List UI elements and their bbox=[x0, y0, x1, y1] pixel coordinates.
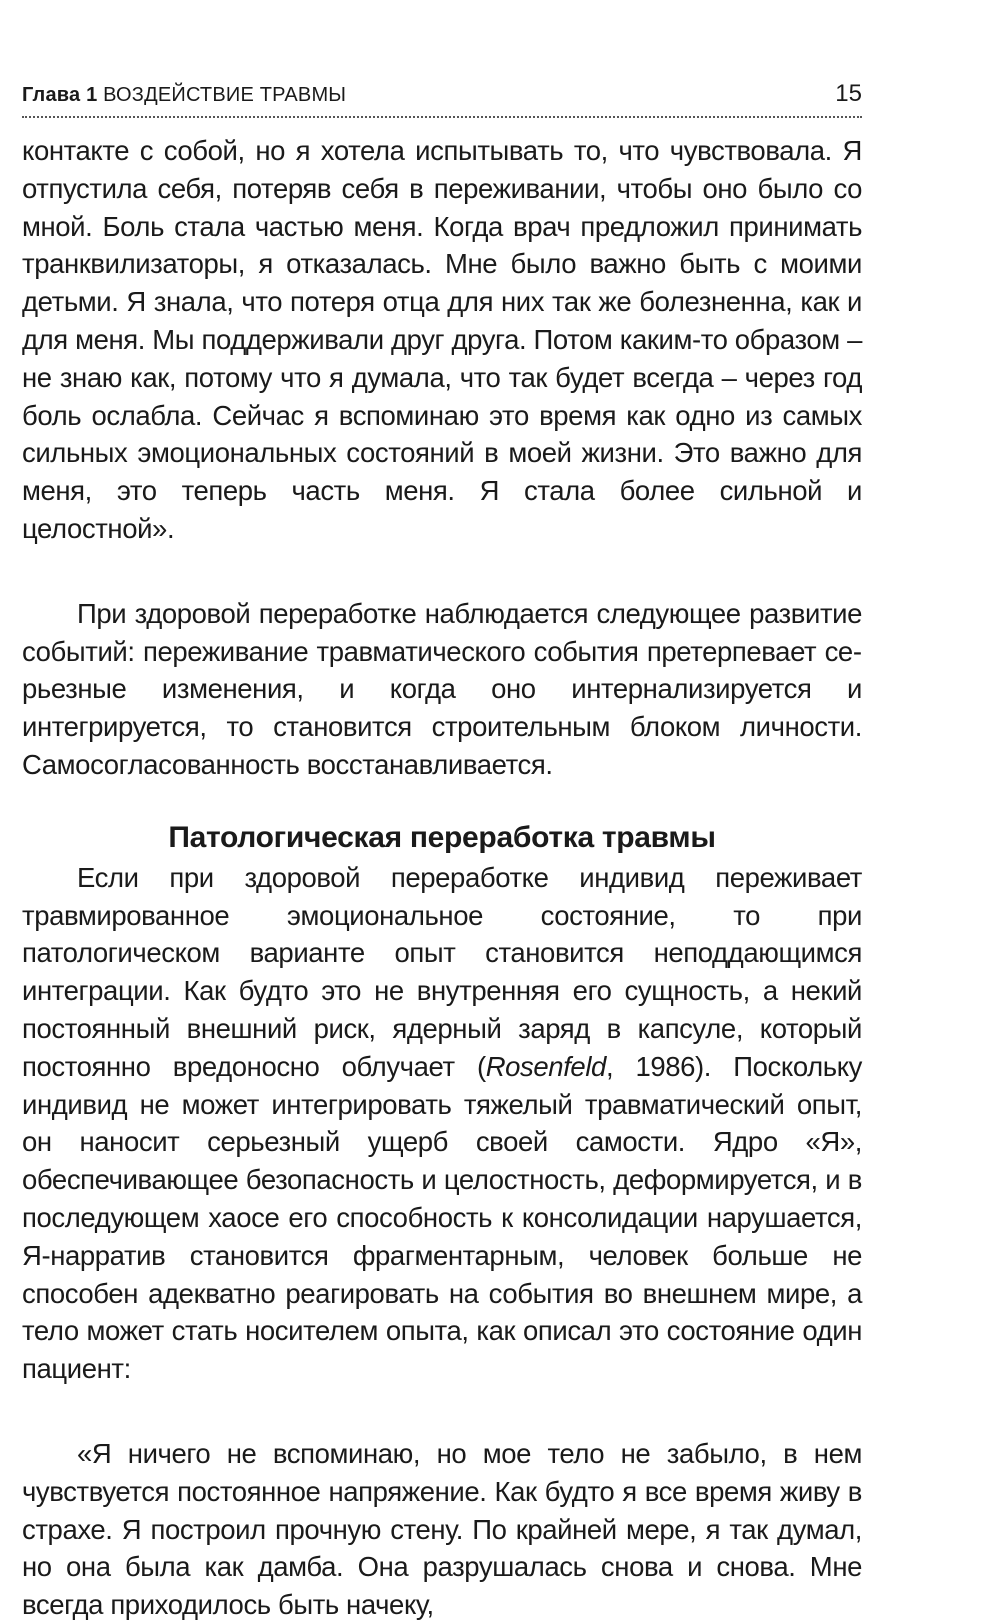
chapter-heading bbox=[22, 84, 346, 107]
paragraph-text-after-citation: , 1986). Поскольку индивид не может интегрировать тяжелый травматический опыт, он наносит серьезный ущерб своей самости. Ядро «Я», обеспечивающее безопасность и целостность, деформируется, и в последующем хаосе его способность к консолидации нарушается, Я-нарратив становится фрагментарным, человек больше не способен адекватно реагировать на события во внешнем мире, а тело может стать носителем опыта, как описал это состояние один пациент: bbox=[22, 1050, 862, 1385]
chapter-label: Глава 1 bbox=[22, 84, 98, 106]
chapter-title: ВОЗДЕЙСТВИЕ ТРАВМЫ bbox=[103, 84, 347, 106]
paragraph-healthy-processing: При здоровой переработке наблюдается следующее развитие событий: переживание травматического события претерпевает серьезные изменения, и когда оно интернализируется и интегрируется, то становится строительным блоком личности. Самосогласованность восстанавливается. bbox=[22, 597, 862, 780]
paragraph-text-before-citation: Если при здоровой переработке индивид переживает травмированное эмоциональное состояние, то при патологическом варианте опыт становится неподдающимся интеграции. Как будто это не внутренняя его сущность, а некий постоянный внешний риск, ядерный заряд в капсуле, который постоянно вредоносно облучает ( bbox=[22, 861, 862, 1082]
page-number: 15 bbox=[835, 80, 862, 107]
citation-author: Rosenfeld bbox=[485, 1050, 606, 1082]
running-header bbox=[22, 78, 862, 114]
body-text bbox=[22, 132, 862, 1624]
paragraph-pathological-processing bbox=[22, 859, 862, 1388]
paragraph-patient-quote: «Я ничего не вспоминаю, но мое тело не забыло, в нем чувствуется постоянное напряжение. Как будто я все время живу в страхе. Я построил прочную стену. По крайней мере, я так думал, но она была как дамба. Она разрушалась снова и снова. Мне всегда приходилось быть начеку, bbox=[22, 1437, 862, 1621]
header-divider bbox=[22, 116, 862, 118]
section-heading: Патологическая переработка травмы bbox=[168, 820, 716, 854]
paragraph-quote-end: контакте с собой, но я хотела испытывать то, что чувствовала. Я отпустила себя, потеряв себя в переживании, чтобы оно было со мной. Боль стала частью меня. Когда врач предложил принимать транквилизаторы, я отказалась. Мне было важно быть с моими детьми. Я знала, что потеря отца для них так же болезненна, как и для меня. Мы поддерживали друг друга. Потом каким-то образом – не знаю как, потому что я думала, что так будет всегда – через год боль ослабла. Сейчас я вспоминаю это время как одно из самых сильных эмоциональных состояний в моей жизни. Это важно для меня, это теперь часть меня. Я стала более сильной и целостной». bbox=[22, 135, 862, 544]
